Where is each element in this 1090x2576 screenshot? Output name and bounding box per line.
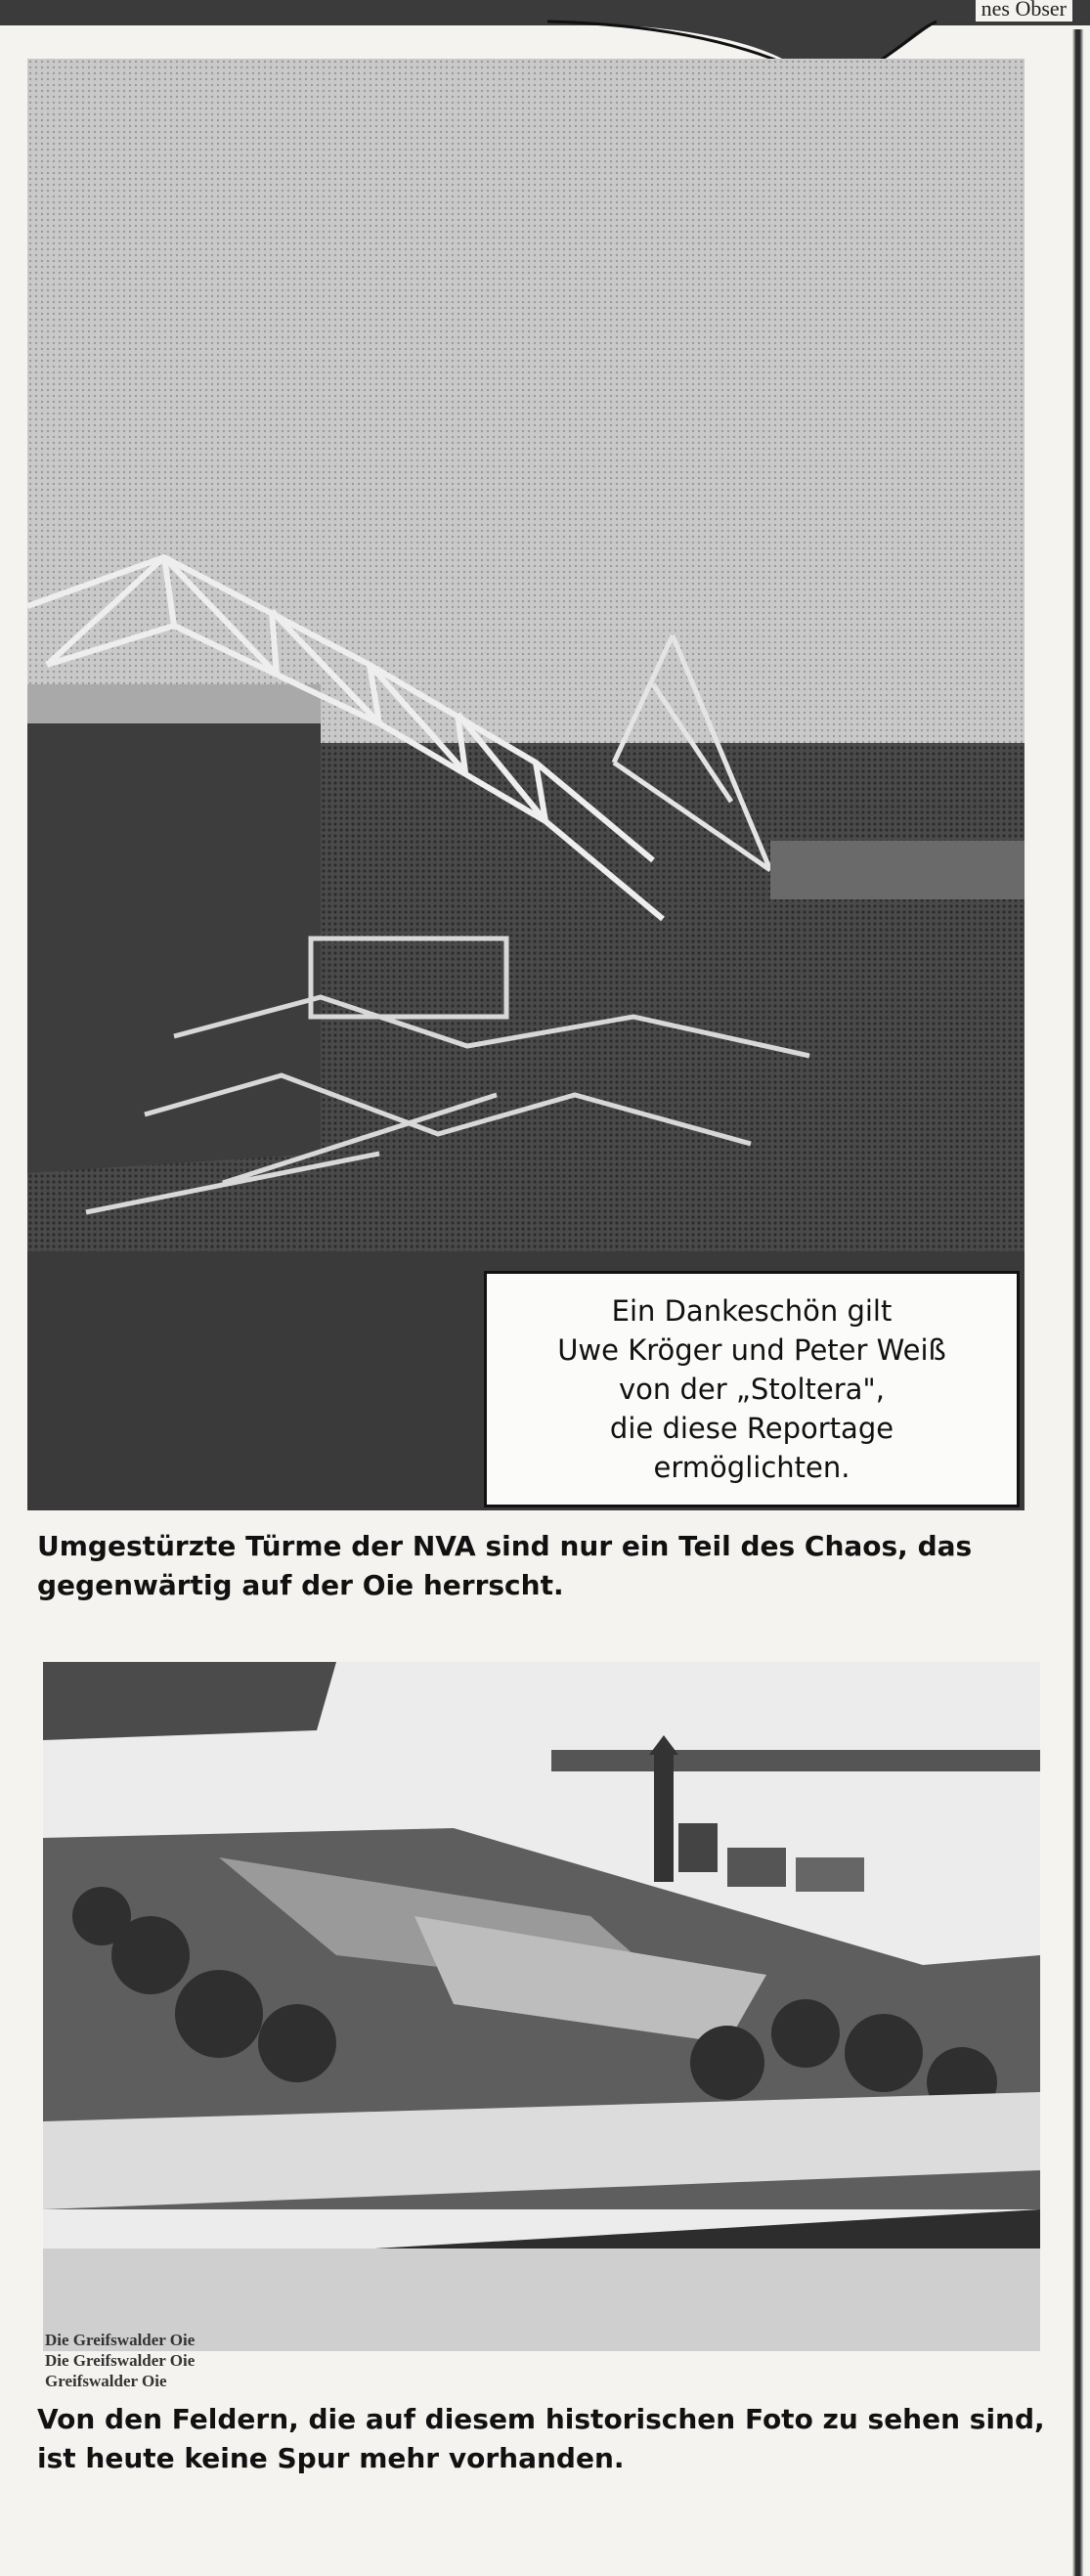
photo-historical-island (43, 1662, 1040, 2351)
photo2-caption: Von den Feldern, die auf diesem historischen Foto zu sehen sind, ist heute keine Spur mehr vorhanden. (37, 2403, 1045, 2474)
photo1-caption: Umgestürzte Türme der NVA sind nur ein Teil des Chaos, das gegenwärtig auf der Oie herrscht. (37, 1530, 973, 1601)
thanks-line-1: Ein Dankeschön gilt (611, 1294, 893, 1328)
thanks-line-4: die diese Reportage (609, 1412, 894, 1445)
photo2-inner-label-1: Die Greifswalder Oie (45, 2331, 196, 2349)
right-clip-edge (1065, 29, 1090, 2576)
photo2-inner-label-2: Die Greifswalder Oie (45, 2351, 196, 2370)
thanks-line-2: Uwe Kröger und Peter Weiß (557, 1333, 946, 1367)
thanks-box (484, 1271, 1020, 1507)
historical-island-image (43, 1662, 1040, 2351)
photo2-inner-label-3: Greifswalder Oie (45, 2372, 167, 2390)
thanks-line-5: ermöglichten. (653, 1451, 850, 1484)
thanks-line-3: von der „Stoltera", (619, 1373, 885, 1406)
top-fragment-text: nes Obser (976, 0, 1072, 22)
